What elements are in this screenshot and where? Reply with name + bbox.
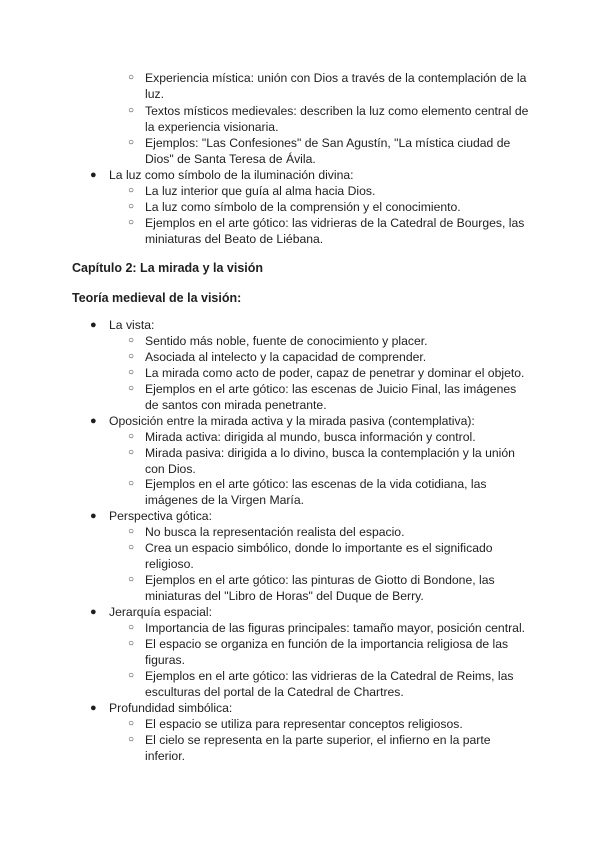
circle-bullet-icon: ○ [128, 185, 135, 196]
circle-bullet-icon: ○ [128, 734, 135, 745]
list-item-text: El cielo se representa en la parte superior, el infierno en la parte inferior. [145, 733, 491, 763]
circle-bullet-icon: ○ [128, 137, 135, 148]
chapter-heading: Capítulo 2: La mirada y la visión [72, 261, 264, 275]
circle-bullet-icon: ○ [128, 217, 135, 228]
list-item-text: Sentido más noble, fuente de conocimiento y placer. [145, 334, 428, 348]
circle-bullet-icon: ○ [128, 351, 135, 362]
list-item-text: La vista: [109, 318, 155, 332]
circle-bullet-icon: ○ [128, 718, 135, 729]
list-item-text: Experiencia mística: unión con Dios a través de la contemplación de la luz. [145, 71, 527, 101]
circle-bullet-icon: ○ [128, 526, 135, 537]
list-item-text: Perspectiva gótica: [109, 509, 212, 523]
circle-bullet-icon: ○ [128, 638, 135, 649]
list-item-text: Jerarquía espacial: [109, 605, 212, 619]
circle-bullet-icon: ○ [128, 105, 135, 116]
list-item-text: Importancia de las figuras principales: tamaño mayor, posición central. [145, 621, 526, 635]
circle-bullet-icon: ○ [128, 72, 135, 83]
disc-bullet-icon: ● [90, 702, 97, 714]
list-item-text: Ejemplos en el arte gótico: las escenas de la vida cotidiana, las imágenes de la Virgen María. [145, 477, 487, 507]
disc-bullet-icon: ● [90, 606, 97, 618]
disc-bullet-icon: ● [90, 510, 97, 522]
list-item-text: No busca la representación realista del espacio. [145, 525, 405, 539]
circle-bullet-icon: ○ [128, 431, 135, 442]
list-item-text: El espacio se utiliza para representar conceptos religiosos. [145, 717, 463, 731]
list-item-text: La luz interior que guía al alma hacia Dios. [145, 184, 376, 198]
circle-bullet-icon: ○ [128, 335, 135, 346]
list-item-text: La mirada como acto de poder, capaz de penetrar y dominar el objeto. [145, 366, 525, 380]
list-item-text: Profundidad simbólica: [109, 701, 233, 715]
circle-bullet-icon: ○ [128, 622, 135, 633]
circle-bullet-icon: ○ [128, 201, 135, 212]
circle-bullet-icon: ○ [128, 670, 135, 681]
list-item-text: Crea un espacio simbólico, donde lo importante es el significado religioso. [145, 541, 493, 571]
list-item-text: La luz como símbolo de la comprensión y el conocimiento. [145, 200, 461, 214]
list-item-text: Ejemplos: "Las Confesiones" de San Agustín, "La mística ciudad de Dios" de Santa Teresa de Ávila. [145, 136, 511, 166]
list-item-text: Mirada pasiva: dirigida a lo divino, busca la contemplación y la unión con Dios. [145, 446, 515, 476]
list-item-text: Textos místicos medievales: describen la luz como elemento central de la experiencia visionaria. [145, 104, 529, 134]
circle-bullet-icon: ○ [128, 383, 135, 394]
list-item-text: Oposición entre la mirada activa y la mirada pasiva (contemplativa): [109, 414, 475, 428]
list-item-text: Asociada al intelecto y la capacidad de comprender. [145, 350, 427, 364]
section-heading: Teoría medieval de la visión: [72, 291, 242, 305]
disc-bullet-icon: ● [90, 415, 97, 427]
circle-bullet-icon: ○ [128, 574, 135, 585]
disc-bullet-icon: ● [90, 169, 97, 181]
list-item-text: Ejemplos en el arte gótico: las vidrieras de la Catedral de Bourges, las miniaturas del Beato de Liébana. [145, 216, 525, 246]
circle-bullet-icon: ○ [128, 478, 135, 489]
circle-bullet-icon: ○ [128, 542, 135, 553]
list-item-text: Ejemplos en el arte gótico: las escenas de Juicio Final, las imágenes de santos con mirada penetrante. [145, 382, 517, 412]
circle-bullet-icon: ○ [128, 367, 135, 378]
disc-bullet-icon: ● [90, 319, 97, 331]
list-item-text: Mirada activa: dirigida al mundo, busca información y control. [145, 430, 476, 444]
list-item-text: Ejemplos en el arte gótico: las vidrieras de la Catedral de Reims, las esculturas del portal de la Catedral de Chartres. [145, 669, 514, 699]
list-item-text: La luz como símbolo de la iluminación divina: [109, 168, 354, 182]
circle-bullet-icon: ○ [128, 447, 135, 458]
list-item-text: Ejemplos en el arte gótico: las pinturas de Giotto di Bondone, las miniaturas del "Libro de Horas" del Duque de Berry. [145, 573, 495, 603]
list-item-text: El espacio se organiza en función de la importancia religiosa de las figuras. [145, 637, 509, 667]
